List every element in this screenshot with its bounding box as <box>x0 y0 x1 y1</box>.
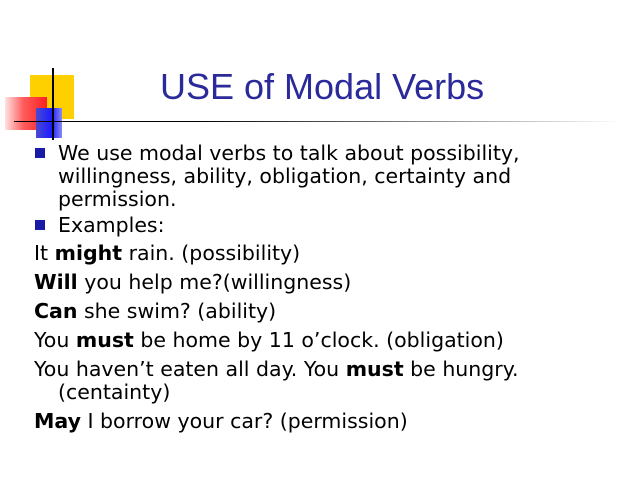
example-sentence <box>34 329 614 352</box>
bullet-item <box>34 142 614 211</box>
example-sentence <box>34 410 614 433</box>
bullet-text: Examples: <box>58 213 165 237</box>
example-text: be home by 11 o’clock. (obligation) <box>133 328 504 352</box>
square-bullet-icon <box>35 220 45 230</box>
example-sentence <box>34 271 614 294</box>
corner-decoration <box>0 0 100 140</box>
modal-verb: Can <box>34 299 78 323</box>
example-sentence <box>34 300 614 323</box>
blue-square-decoration <box>36 108 62 138</box>
modal-verb: Will <box>34 270 78 294</box>
slide-title: USE of Modal Verbs <box>160 66 485 107</box>
square-bullet-icon <box>35 148 45 158</box>
modal-verb: must <box>345 357 404 381</box>
example-sentence <box>34 242 614 265</box>
example-text: rain. (possibility) <box>122 241 301 265</box>
example-list <box>34 242 614 433</box>
modal-verb: May <box>34 409 81 433</box>
bullet-list <box>34 142 614 237</box>
example-text: she swim? (ability) <box>77 299 277 323</box>
example-sentence <box>34 358 614 404</box>
title-underline <box>14 121 624 122</box>
modal-verb: must <box>75 328 134 352</box>
example-text: You <box>34 328 76 352</box>
modal-verb: might <box>54 241 123 265</box>
bullet-item <box>34 214 614 237</box>
bullet-text: We use modal verbs to talk about possibility, willingness, ability, obligation, certainty and permission. <box>58 141 520 211</box>
vertical-line-decoration <box>52 68 54 140</box>
example-text: you help me?(willingness) <box>77 270 352 294</box>
example-text: I borrow your car? (permission) <box>80 409 408 433</box>
slide-body <box>34 142 614 439</box>
example-text: You haven’t eaten all day. You <box>34 357 346 381</box>
example-text: It <box>34 241 55 265</box>
example-text: be hungry. (centainty) <box>58 357 519 404</box>
